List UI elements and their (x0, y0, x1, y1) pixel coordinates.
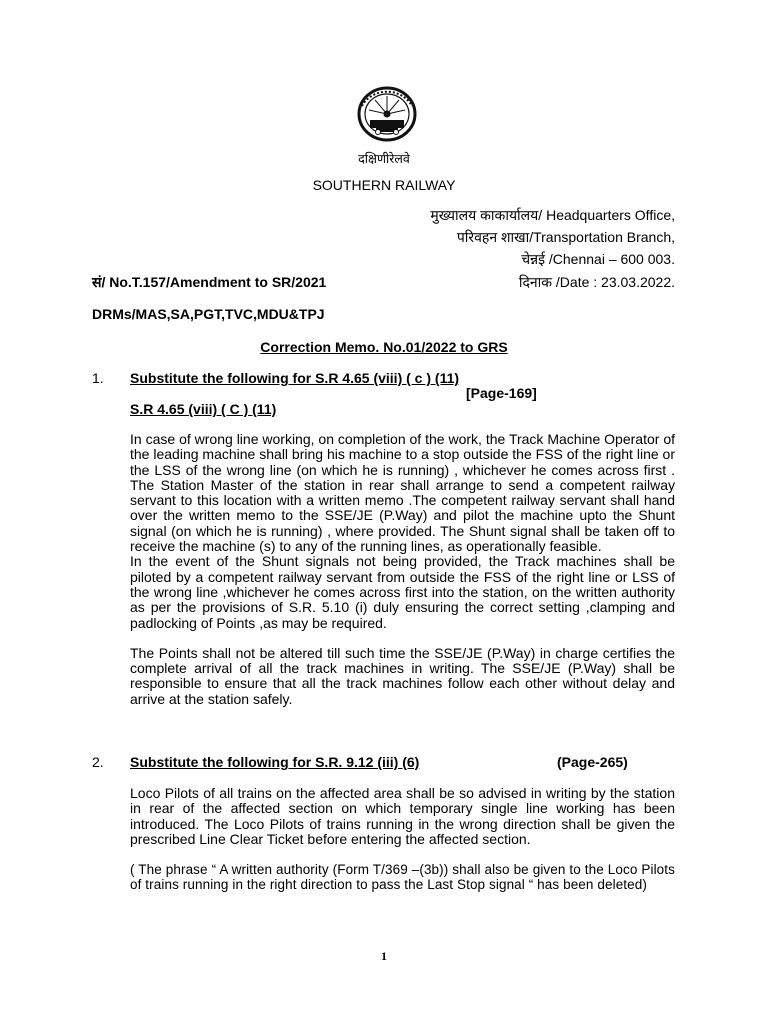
item-1-heading: Substitute the following for S.R 4.65 (viii) ( c ) (11) (130, 370, 460, 386)
org-name: SOUTHERN RAILWAY (312, 177, 456, 193)
recipients: DRMs/MAS,SA,PGT,TVC,MDU&TPJ (92, 306, 325, 322)
item-2-heading: Substitute the following for S.R. 9.12 (iii) (6) (130, 754, 420, 770)
item-1-paragraph-1: In case of wrong line working, on completion of the work, the Track Machine Operator of the leading machine shall bring his machine to a stop outside the FSS of the right line or the LSS of the wrong line (on which he is running) , whichever he comes across first . The Station Master of the station in rear shall arrange to send a competent railway servant to this location with a written memo .The competent railway servant shall hand over the written memo to the SSE/JE (P.Way) and pilot the machine upto the Shunt signal (on which he is running) , where provided. The Shunt signal shall be taken off to receive the machine (s) to any of the running lines, as operationally feasible. (130, 431, 675, 555)
item-1-subheading: S.R 4.65 (viii) ( C ) (11) (130, 401, 277, 417)
item-1-paragraph-3: The Points shall not be altered till such time the SSE/JE (P.Way) in charge certifies the complete arrival of all the track machines in writing. The SSE/JE (P.Way) shall be responsible to ensure that all the track machines follow each other without delay and arrive at the station safely. (130, 644, 675, 707)
memo-title: Correction Memo. No.01/2022 to GRS (260, 339, 508, 355)
office-line-3: चेन्नई /Chennai – 600 003. (521, 251, 675, 267)
org-name-hindi: दक्षिणीरेलवे (358, 151, 410, 166)
item-1-paragraph-2: In the event of the Shunt signals not being provided, the Track machines shall be piloted by a competent railway servant from outside the FSS of the right line or LSS of the wrong line ,whichever he comes across first into the station, on the written authority as per the provisions of S.R. 5.10 (i) duly ensuring the correct setting ,clamping and padlocking of Points ,as may be required. (130, 553, 675, 631)
item-2-body (130, 786, 675, 893)
page-number: 1 (381, 949, 387, 963)
item-2-page-ref: (Page-265) (557, 754, 628, 770)
office-line-1: मुख्यालय काकार्यालय/ Headquarters Office, (430, 207, 675, 223)
reference-number: सं/ No.T.157/Amendment to SR/2021 (92, 274, 327, 290)
office-line-2: परिवहन शाखा/Transportation Branch, (456, 229, 675, 245)
item-1-page-ref: [Page-169] (466, 385, 537, 401)
item-2-paragraph-1: Loco Pilots of all trains on the affected area shall be so advised in writing by the station in rear of the affected section on which temporary single line working has been introduced. The Loco Pilots of trains running in the wrong direction shall be given the prescribed Line Clear Ticket before entering the affected section. (130, 785, 675, 847)
memo-date: दिनाक /Date : 23.03.2022. (518, 274, 675, 290)
item-2-number: 2. (92, 754, 104, 770)
item-1-number: 1. (92, 370, 104, 386)
item-2-paragraph-2: ( The phrase “ A written authority (Form T/369 –(3b)) shall also be given to the Loco Pilots of trains running in the right direction to pass the Last Stop signal “ has been deleted) (130, 862, 675, 893)
indian-railways-emblem-icon (352, 86, 422, 142)
item-1-body (130, 432, 675, 707)
